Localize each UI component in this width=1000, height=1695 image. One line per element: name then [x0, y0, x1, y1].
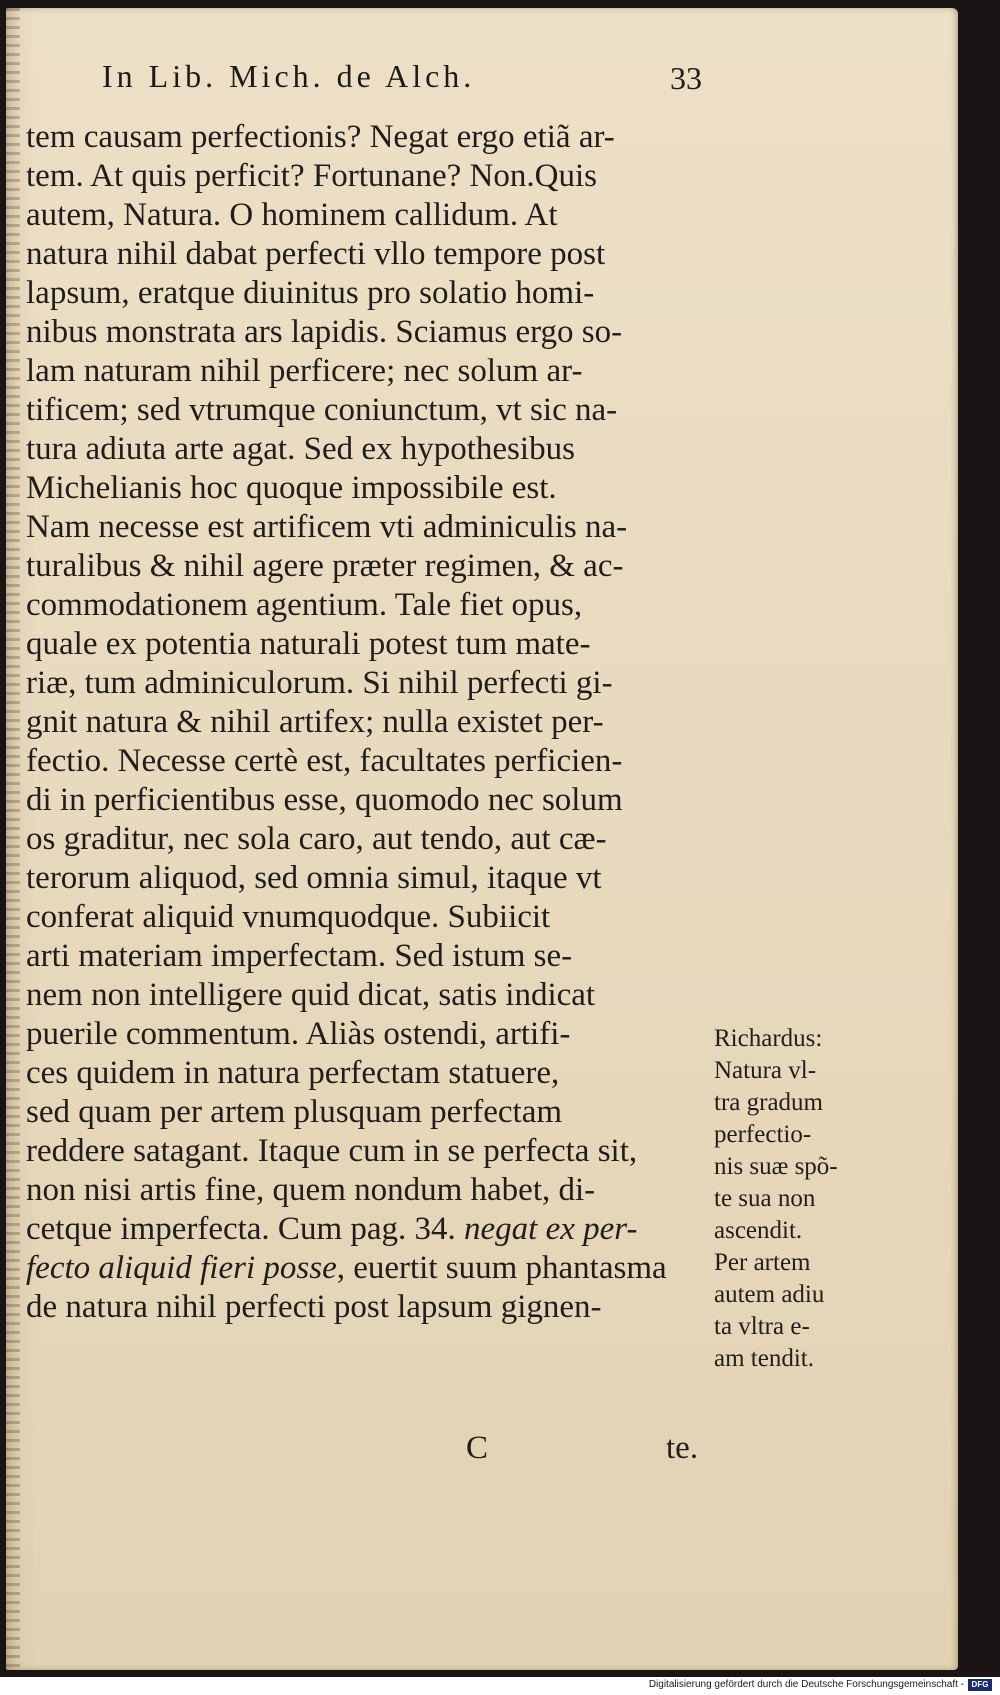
body-line-italic: negat ex per- [464, 1211, 638, 1247]
body-line [26, 1247, 667, 1289]
body-line: di in perficientibus esse, quomodo nec solum [26, 782, 623, 818]
body-line: commodationem agentium. Tale fiet opus, [26, 587, 583, 623]
body-line: puerile commentum. Aliàs ostendi, artifi- [26, 1016, 571, 1052]
margin-line: te sua non [714, 1185, 816, 1212]
body-line: natura nihil dabat perfecti vllo tempore post [26, 236, 606, 272]
body-line: non nisi artis fine, quem nondum habet, di- [26, 1172, 596, 1208]
body-line: tificem; sed vtrumque coniunctum, vt sic na- [26, 392, 618, 428]
margin-line: ta vltra e- [714, 1313, 810, 1340]
margin-line: tra gradum [714, 1089, 823, 1116]
body-line: de natura nihil perfecti post lapsum gignen- [26, 1289, 602, 1325]
page-footer [26, 1430, 706, 1474]
signature-mark: C [466, 1430, 489, 1466]
running-head: In Lib. Mich. de Alch. [102, 58, 476, 94]
margin-line: am tendit. [714, 1345, 814, 1372]
body-line: tem causam perfectionis? Negat ergo etiã ar- [26, 119, 615, 155]
body-line: terorum aliquod, sed omnia simul, itaque vt [26, 860, 602, 896]
body-line: arti materiam imperfectam. Sed istum se- [26, 938, 573, 974]
body-line-roman: , euertit suum phantasma [336, 1250, 667, 1286]
page-left-edge [6, 8, 20, 1670]
body-line: quale ex potentia naturali potest tum mate- [26, 626, 591, 662]
margin-line: Richardus: [714, 1025, 823, 1052]
body-line: lapsum, eratque diuinitus pro solatio homi- [26, 275, 595, 311]
body-line: fectio. Necesse certè est, facultates perficien- [26, 743, 623, 779]
body-line: Nam necesse est artificem vti adminiculis na- [26, 509, 628, 545]
body-line: reddere satagant. Itaque cum in se perfecta sit, [26, 1133, 638, 1169]
body-line: Michelianis hoc quoque impossibile est. [26, 470, 557, 506]
margin-line: Natura vl- [714, 1057, 817, 1084]
body-line: tem. At quis perficit? Fortunane? Non.Quis [26, 158, 597, 194]
margin-line: ascendit. [714, 1217, 803, 1244]
body-line: sed quam per artem plusquam perfectam [26, 1094, 563, 1130]
body-line: tura adiuta arte agat. Sed ex hypothesibus [26, 431, 575, 467]
body-line-italic: fecto aliquid fieri posse [26, 1250, 337, 1286]
body-line-roman: cetque imperfecta. Cum pag. 34. [26, 1211, 465, 1247]
body-line: os graditur, nec sola caro, aut tendo, aut cæ- [26, 821, 607, 857]
body-line [26, 1208, 637, 1250]
margin-line: perfectio- [714, 1121, 812, 1148]
margin-line: Per artem [714, 1249, 811, 1276]
body-line: autem, Natura. O hominem callidum. At [26, 197, 558, 233]
dfg-logo-icon: DFG [968, 1679, 992, 1691]
body-line: gnit natura & nihil artifex; nulla existet per- [26, 704, 604, 740]
body-line: nibus monstrata ars lapidis. Sciamus ergo so- [26, 314, 623, 350]
margin-line: nis suæ spõ- [714, 1153, 838, 1180]
body-line: conferat aliquid vnumquodque. Subiicit [26, 899, 551, 935]
body-line: riæ, tum adminiculorum. Si nihil perfecti gi- [26, 665, 613, 701]
book-page [6, 8, 958, 1670]
body-line: turalibus & nihil agere præter regimen, & ac- [26, 548, 624, 584]
page-number: 33 [670, 60, 702, 96]
margin-line: autem adiu [714, 1281, 825, 1308]
catchword: te. [666, 1430, 699, 1466]
body-line: nem non intelligere quid dicat, satis indicat [26, 977, 596, 1013]
digitization-credit: Digitalisierung gefördert durch die Deutsche Forschungsgemeinschaft - [648, 1679, 964, 1690]
body-line: lam naturam nihil perficere; nec solum ar- [26, 353, 583, 389]
body-line: ces quidem in natura perfectam statuere, [26, 1055, 560, 1091]
